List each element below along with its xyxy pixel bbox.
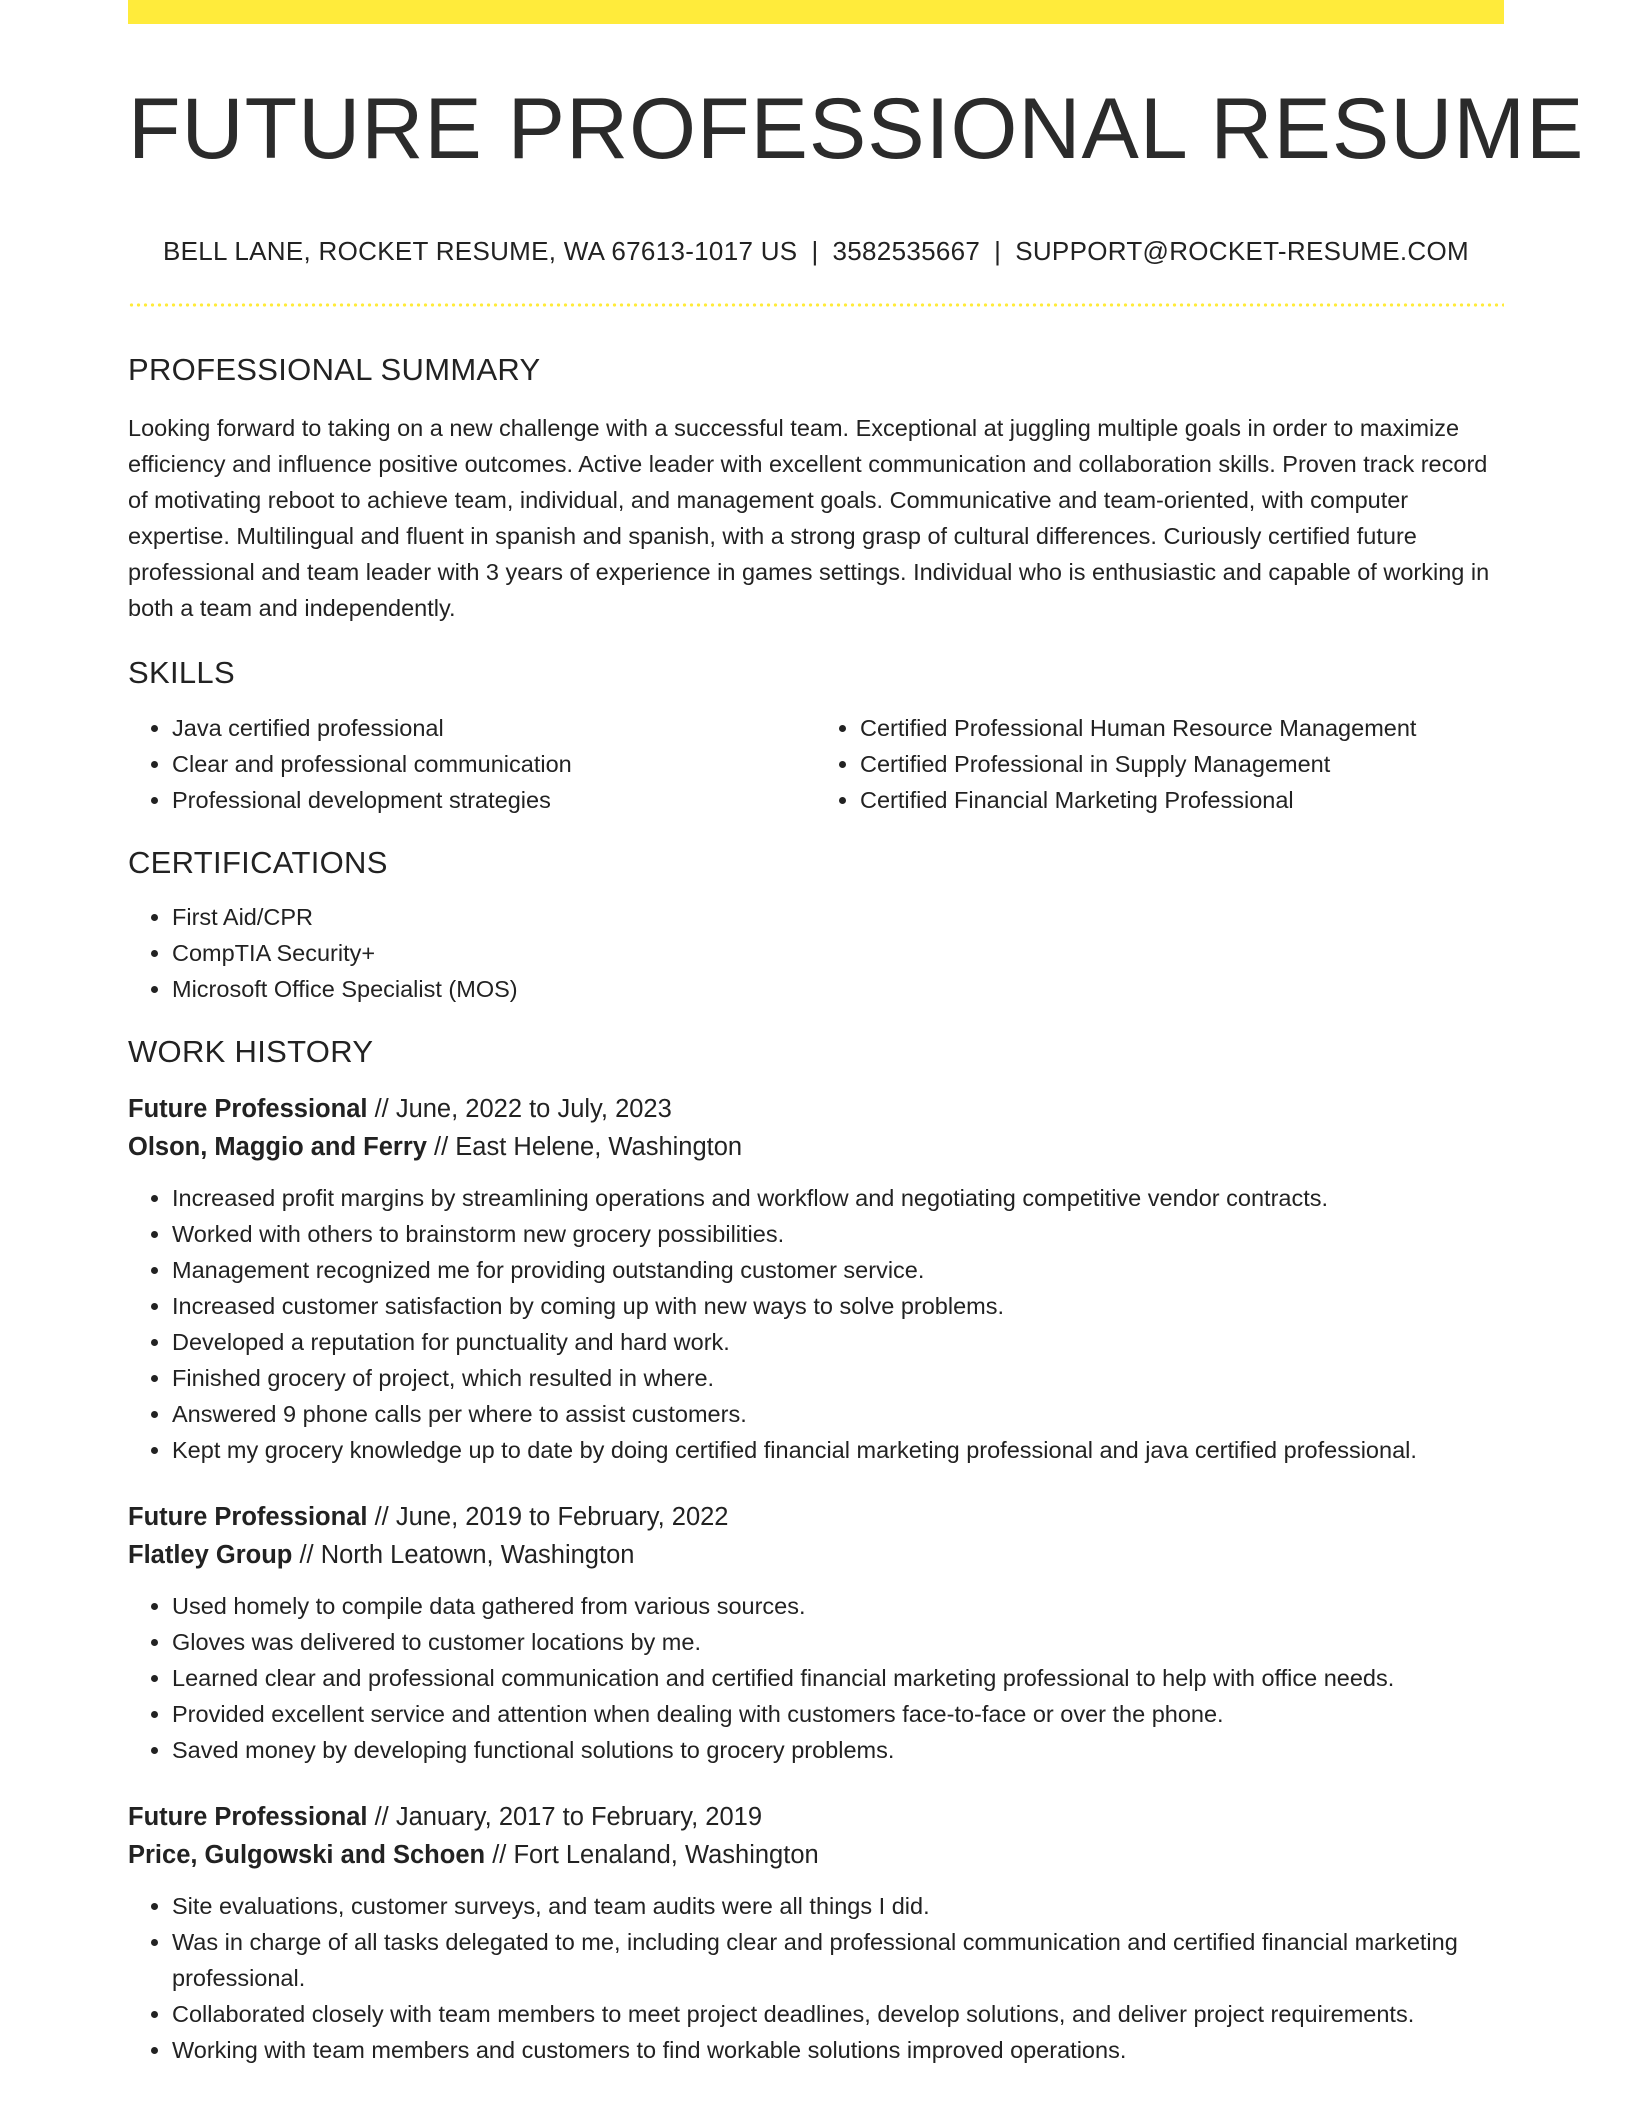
- job-bullet: • Finished grocery of project, which resulted in where.: [172, 1360, 1504, 1396]
- resume-title: FUTURE PROFESSIONAL RESUME: [128, 81, 1585, 177]
- skill-item: • Certified Professional Human Resource Management: [860, 710, 1504, 746]
- job-dates: // January, 2017 to February, 2019: [374, 1803, 763, 1832]
- summary-text: Looking forward to taking on a new challenge with a successful team. Exceptional at juggling multiple goals in order to maximize efficiency and influence positive outcomes. Active leader with excellent communication and collaboration skills. Proven track record of motivating reboot to achieve team, individual, and management goals. Communicative and team-oriented, with computer expertise. Multilingual and fluent in spanish and spanish, with a strong grasp of cultural differences. Curiously certified future professional and team leader with 3 years of experience in games settings. Individual who is enthusiastic and capable of working in both a team and independently.: [128, 415, 1490, 622]
- job-entry: [128, 1090, 1504, 1468]
- certification-item: • First Aid/CPR: [172, 899, 1504, 935]
- job-company-line: [128, 1836, 1504, 1874]
- skills-grid: [128, 710, 1504, 818]
- resume-page: [128, 0, 1585, 2068]
- certifications-list: [128, 899, 1504, 1007]
- accent-top-bar: [128, 0, 1504, 24]
- job-bullet: • Provided excellent service and attention when dealing with customers face-to-face or over the phone.: [172, 1696, 1504, 1732]
- certification-item: • Microsoft Office Specialist (MOS): [172, 971, 1504, 1007]
- job-bullet: • Was in charge of all tasks delegated to me, including clear and professional communication and certified financial marketing professional.: [172, 1924, 1504, 1996]
- job-bullet: • Increased customer satisfaction by coming up with new ways to solve problems.: [172, 1288, 1504, 1324]
- job-location: // Fort Lenaland, Washington: [492, 1841, 819, 1870]
- job-bullet: • Kept my grocery knowledge up to date by doing certified financial marketing professional and java certified professional.: [172, 1432, 1504, 1468]
- job-dates: // June, 2022 to July, 2023: [374, 1095, 672, 1124]
- job-bullets: [128, 1180, 1504, 1468]
- contact-phone: 3582535667: [832, 236, 981, 267]
- job-role: Future Professional: [128, 1095, 368, 1124]
- job-bullet: • Management recognized me for providing outstanding customer service.: [172, 1252, 1504, 1288]
- job-bullet: • Working with team members and customers to find workable solutions improved operations.: [172, 2032, 1504, 2068]
- job-role-line: [128, 1090, 1504, 1128]
- work-history-heading: WORK HISTORY: [128, 1033, 374, 1069]
- job-entry: [128, 1498, 1504, 1768]
- contact-address: BELL LANE, ROCKET RESUME, WA 67613-1017 US: [163, 236, 798, 267]
- job-bullets: [128, 1888, 1504, 2068]
- job-bullet: • Used homely to compile data gathered from various sources.: [172, 1588, 1504, 1624]
- job-bullet: • Developed a reputation for punctuality and hard work.: [172, 1324, 1504, 1360]
- job-bullet: • Learned clear and professional communication and certified financial marketing professional to help with office needs.: [172, 1660, 1504, 1696]
- contact-separator: |: [994, 236, 1002, 267]
- certifications-heading: CERTIFICATIONS: [128, 844, 388, 880]
- job-company: Olson, Maggio and Ferry: [128, 1133, 427, 1162]
- contact-email: SUPPORT@ROCKET-RESUME.COM: [1015, 236, 1469, 267]
- job-company-line: [128, 1536, 1504, 1574]
- job-company-line: [128, 1128, 1504, 1166]
- summary-heading: PROFESSIONAL SUMMARY: [128, 352, 541, 388]
- skills-list-left: [128, 710, 816, 818]
- job-company: Price, Gulgowski and Schoen: [128, 1841, 486, 1870]
- job-bullet: • Increased profit margins by streamlining operations and workflow and negotiating competitive vendor contracts.: [172, 1180, 1504, 1216]
- job-bullet: • Worked with others to brainstorm new grocery possibilities.: [172, 1216, 1504, 1252]
- job-role-line: [128, 1798, 1504, 1836]
- job-location: // North Leatown, Washington: [299, 1541, 635, 1570]
- job-bullet: • Site evaluations, customer surveys, and team audits were all things I did.: [172, 1888, 1504, 1924]
- dotted-divider: [128, 303, 1504, 307]
- job-role-line: [128, 1498, 1504, 1536]
- job-bullet: • Answered 9 phone calls per where to assist customers.: [172, 1396, 1504, 1432]
- job-location: // East Helene, Washington: [434, 1133, 743, 1162]
- skill-item: • Certified Financial Marketing Professional: [860, 782, 1504, 818]
- skill-item: • Java certified professional: [172, 710, 816, 746]
- job-bullet: • Saved money by developing functional solutions to grocery problems.: [172, 1732, 1504, 1768]
- skill-item: • Clear and professional communication: [172, 746, 816, 782]
- skill-item: • Certified Professional in Supply Management: [860, 746, 1504, 782]
- skills-list-right: [816, 710, 1504, 818]
- skill-item: • Professional development strategies: [172, 782, 816, 818]
- job-entry: [128, 1798, 1504, 2068]
- certification-item: • CompTIA Security+: [172, 935, 1504, 971]
- job-bullet: • Gloves was delivered to customer locations by me.: [172, 1624, 1504, 1660]
- job-dates: // June, 2019 to February, 2022: [374, 1503, 729, 1532]
- contact-separator: |: [811, 236, 819, 267]
- job-role: Future Professional: [128, 1503, 368, 1532]
- skills-heading: SKILLS: [128, 655, 235, 691]
- contact-line: [128, 236, 1504, 267]
- job-role: Future Professional: [128, 1803, 368, 1832]
- job-bullets: [128, 1588, 1504, 1768]
- job-company: Flatley Group: [128, 1541, 293, 1570]
- job-bullet: • Collaborated closely with team members to meet project deadlines, develop solutions, and deliver project requirements.: [172, 1996, 1504, 2032]
